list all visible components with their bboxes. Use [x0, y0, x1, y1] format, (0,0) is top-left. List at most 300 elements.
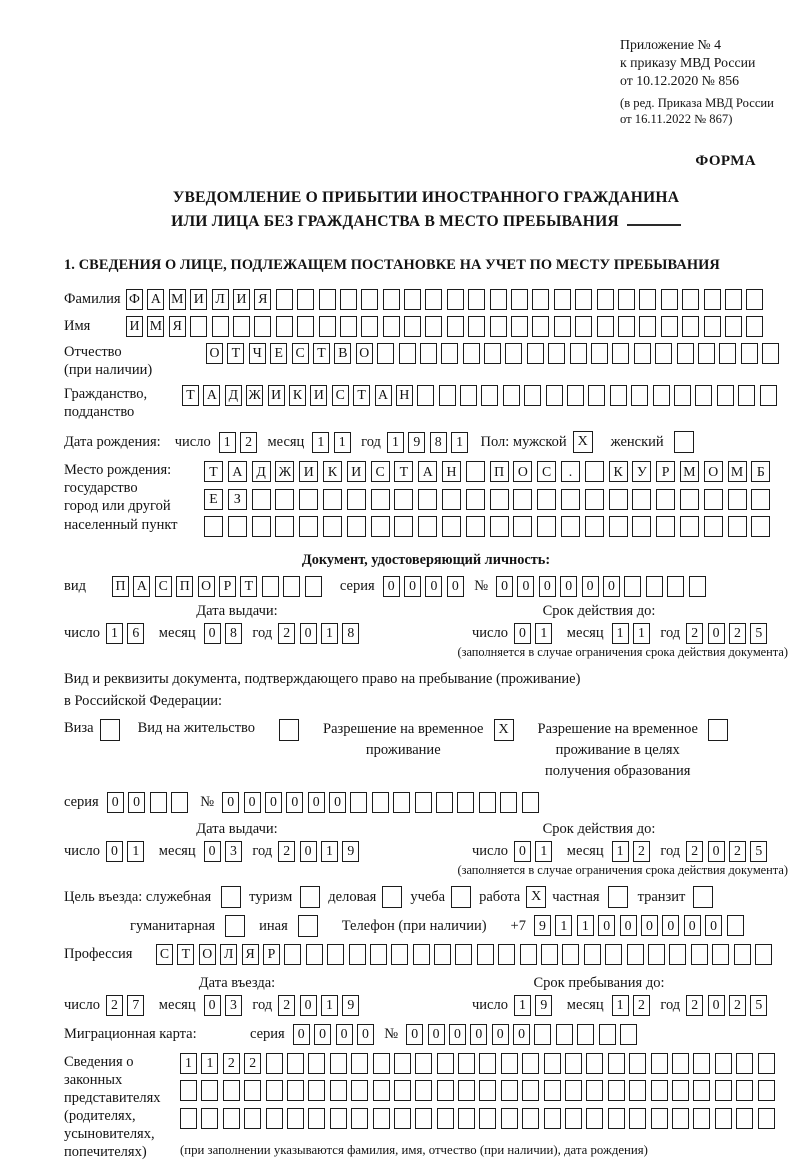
form-cell[interactable]: 0 [582, 576, 599, 597]
form-cell[interactable] [513, 489, 532, 510]
form-cell[interactable] [575, 316, 592, 337]
form-cell[interactable] [597, 316, 614, 337]
form-cell[interactable] [394, 489, 413, 510]
form-cell[interactable]: 2 [633, 841, 650, 862]
form-cell[interactable]: 0 [286, 792, 303, 813]
form-cell[interactable] [252, 516, 271, 537]
form-cell[interactable]: 0 [406, 1024, 423, 1045]
form-cell[interactable] [751, 489, 770, 510]
purpose-other-checkbox[interactable] [298, 915, 318, 937]
form-cell[interactable] [413, 944, 430, 965]
form-cell[interactable]: 1 [387, 432, 404, 453]
form-cell[interactable] [618, 289, 635, 310]
form-cell[interactable] [171, 792, 188, 813]
form-cell[interactable] [651, 1053, 668, 1074]
form-cell[interactable]: 1 [106, 623, 123, 644]
form-cell[interactable] [634, 343, 651, 364]
form-cell[interactable]: Т [204, 461, 223, 482]
form-cell[interactable]: Б [751, 461, 770, 482]
form-cell[interactable] [715, 1053, 732, 1074]
form-cell[interactable]: О [198, 576, 215, 597]
form-cell[interactable] [351, 1080, 368, 1101]
form-cell[interactable] [632, 489, 651, 510]
form-cell[interactable]: 0 [357, 1024, 374, 1045]
form-cell[interactable]: 0 [496, 576, 513, 597]
form-cell[interactable]: 5 [750, 995, 767, 1016]
form-cell[interactable] [522, 1053, 539, 1074]
form-cell[interactable] [554, 316, 571, 337]
form-cell[interactable] [532, 289, 549, 310]
form-cell[interactable] [284, 944, 301, 965]
form-cell[interactable] [537, 489, 556, 510]
form-cell[interactable]: С [371, 461, 390, 482]
form-cell[interactable]: Р [656, 461, 675, 482]
form-cell[interactable] [349, 944, 366, 965]
form-cell[interactable]: В [334, 343, 351, 364]
form-cell[interactable] [442, 489, 461, 510]
form-cell[interactable]: 2 [278, 995, 295, 1016]
form-cell[interactable]: П [176, 576, 193, 597]
purpose-tourism-checkbox[interactable] [300, 886, 320, 908]
form-cell[interactable] [351, 1053, 368, 1074]
form-cell[interactable]: Т [182, 385, 199, 406]
female-checkbox[interactable] [674, 431, 694, 453]
form-cell[interactable]: 1 [577, 915, 594, 936]
form-cell[interactable]: 0 [404, 576, 421, 597]
form-cell[interactable] [287, 1080, 304, 1101]
form-cell[interactable] [371, 516, 390, 537]
form-cell[interactable]: 0 [662, 915, 679, 936]
form-cell[interactable] [479, 792, 496, 813]
form-cell[interactable] [522, 1080, 539, 1101]
form-cell[interactable]: 0 [620, 915, 637, 936]
form-cell[interactable] [544, 1108, 561, 1129]
form-cell[interactable] [629, 1108, 646, 1129]
form-cell[interactable]: К [609, 461, 628, 482]
form-cell[interactable] [648, 944, 665, 965]
form-cell[interactable]: А [418, 461, 437, 482]
form-cell[interactable] [490, 289, 507, 310]
form-cell[interactable] [597, 289, 614, 310]
form-cell[interactable] [254, 316, 271, 337]
form-cell[interactable] [585, 461, 604, 482]
form-cell[interactable] [434, 944, 451, 965]
form-cell[interactable]: 5 [750, 841, 767, 862]
form-cell[interactable]: 0 [513, 1024, 530, 1045]
purpose-official-checkbox[interactable] [221, 886, 241, 908]
form-cell[interactable]: 1 [535, 623, 552, 644]
form-cell[interactable] [466, 489, 485, 510]
form-cell[interactable] [736, 1108, 753, 1129]
form-cell[interactable] [618, 316, 635, 337]
form-cell[interactable]: 1 [451, 432, 468, 453]
form-cell[interactable] [479, 1053, 496, 1074]
purpose-work-checkbox[interactable]: X [526, 886, 546, 908]
form-cell[interactable]: У [632, 461, 651, 482]
form-cell[interactable] [565, 1108, 582, 1129]
form-cell[interactable] [646, 576, 663, 597]
form-cell[interactable] [501, 1108, 518, 1129]
form-cell[interactable] [500, 792, 517, 813]
form-cell[interactable] [297, 316, 314, 337]
form-cell[interactable] [575, 289, 592, 310]
form-cell[interactable] [736, 1080, 753, 1101]
form-cell[interactable]: 0 [204, 841, 221, 862]
form-cell[interactable] [276, 289, 293, 310]
form-cell[interactable]: Л [220, 944, 237, 965]
form-cell[interactable]: 0 [539, 576, 556, 597]
form-cell[interactable] [738, 385, 755, 406]
form-cell[interactable]: Т [353, 385, 370, 406]
form-cell[interactable] [447, 316, 464, 337]
form-cell[interactable] [394, 1108, 411, 1129]
form-cell[interactable]: И [268, 385, 285, 406]
form-cell[interactable]: 0 [204, 623, 221, 644]
form-cell[interactable]: 0 [492, 1024, 509, 1045]
form-cell[interactable] [629, 1053, 646, 1074]
form-cell[interactable] [350, 792, 367, 813]
form-cell[interactable] [520, 944, 537, 965]
form-cell[interactable] [655, 343, 672, 364]
form-cell[interactable] [275, 489, 294, 510]
form-cell[interactable]: А [375, 385, 392, 406]
form-cell[interactable]: 1 [612, 841, 629, 862]
form-cell[interactable] [501, 1053, 518, 1074]
form-cell[interactable] [608, 1080, 625, 1101]
form-cell[interactable]: 0 [641, 915, 658, 936]
form-cell[interactable]: 0 [560, 576, 577, 597]
form-cell[interactable] [537, 516, 556, 537]
form-cell[interactable] [561, 516, 580, 537]
form-cell[interactable] [327, 944, 344, 965]
form-cell[interactable]: 1 [612, 995, 629, 1016]
form-cell[interactable] [608, 1108, 625, 1129]
form-cell[interactable]: А [228, 461, 247, 482]
form-cell[interactable] [394, 516, 413, 537]
form-cell[interactable] [404, 316, 421, 337]
form-cell[interactable] [741, 343, 758, 364]
form-cell[interactable]: 0 [684, 915, 701, 936]
form-cell[interactable]: 0 [708, 995, 725, 1016]
visa-checkbox[interactable] [100, 719, 120, 741]
form-cell[interactable]: 1 [334, 432, 351, 453]
form-cell[interactable] [393, 792, 410, 813]
form-cell[interactable] [262, 576, 279, 597]
form-cell[interactable]: 0 [425, 576, 442, 597]
form-cell[interactable] [383, 316, 400, 337]
form-cell[interactable] [501, 1080, 518, 1101]
form-cell[interactable] [228, 516, 247, 537]
form-cell[interactable] [201, 1108, 218, 1129]
form-cell[interactable]: О [513, 461, 532, 482]
form-cell[interactable]: 8 [430, 432, 447, 453]
form-cell[interactable] [447, 289, 464, 310]
form-cell[interactable]: 2 [278, 623, 295, 644]
form-cell[interactable] [299, 489, 318, 510]
form-cell[interactable] [415, 1108, 432, 1129]
form-cell[interactable] [522, 1108, 539, 1129]
form-cell[interactable] [287, 1108, 304, 1129]
form-cell[interactable]: 0 [514, 623, 531, 644]
form-cell[interactable] [442, 516, 461, 537]
form-cell[interactable]: 0 [204, 995, 221, 1016]
form-cell[interactable] [437, 1053, 454, 1074]
form-cell[interactable]: 7 [127, 995, 144, 1016]
form-cell[interactable]: 1 [612, 623, 629, 644]
temp-residence-edu-checkbox[interactable] [708, 719, 728, 741]
form-cell[interactable]: М [728, 461, 747, 482]
form-cell[interactable]: А [133, 576, 150, 597]
form-cell[interactable]: Т [227, 343, 244, 364]
form-cell[interactable]: 6 [127, 623, 144, 644]
form-cell[interactable]: О [206, 343, 223, 364]
form-cell[interactable]: О [356, 343, 373, 364]
form-cell[interactable] [674, 385, 691, 406]
form-cell[interactable] [680, 489, 699, 510]
form-cell[interactable] [372, 792, 389, 813]
form-cell[interactable] [383, 289, 400, 310]
form-cell[interactable] [276, 316, 293, 337]
form-cell[interactable] [565, 1053, 582, 1074]
form-cell[interactable] [717, 385, 734, 406]
temp-residence-checkbox[interactable]: X [494, 719, 514, 741]
form-cell[interactable] [661, 316, 678, 337]
form-cell[interactable] [527, 343, 544, 364]
purpose-business-checkbox[interactable] [382, 886, 402, 908]
form-cell[interactable]: 1 [127, 841, 144, 862]
form-cell[interactable]: И [233, 289, 250, 310]
form-cell[interactable] [548, 343, 565, 364]
form-cell[interactable] [725, 289, 742, 310]
form-cell[interactable] [677, 343, 694, 364]
form-cell[interactable] [562, 944, 579, 965]
form-cell[interactable] [252, 489, 271, 510]
form-cell[interactable] [693, 1053, 710, 1074]
male-checkbox[interactable]: X [573, 431, 593, 453]
form-cell[interactable] [629, 1080, 646, 1101]
purpose-study-checkbox[interactable] [451, 886, 471, 908]
form-cell[interactable] [479, 1080, 496, 1101]
form-cell[interactable] [498, 944, 515, 965]
form-cell[interactable] [404, 289, 421, 310]
form-cell[interactable]: 8 [342, 623, 359, 644]
form-cell[interactable]: 0 [300, 623, 317, 644]
form-cell[interactable] [511, 289, 528, 310]
form-cell[interactable] [308, 1108, 325, 1129]
form-cell[interactable] [490, 316, 507, 337]
form-cell[interactable] [490, 516, 509, 537]
form-cell[interactable]: Р [219, 576, 236, 597]
form-cell[interactable] [415, 1080, 432, 1101]
form-cell[interactable] [425, 289, 442, 310]
form-cell[interactable]: 0 [300, 995, 317, 1016]
form-cell[interactable] [319, 289, 336, 310]
form-cell[interactable]: И [310, 385, 327, 406]
form-cell[interactable] [620, 1024, 637, 1045]
form-cell[interactable]: 0 [708, 623, 725, 644]
form-cell[interactable]: Е [204, 489, 223, 510]
form-cell[interactable] [297, 289, 314, 310]
form-cell[interactable]: 1 [219, 432, 236, 453]
form-cell[interactable] [758, 1080, 775, 1101]
form-cell[interactable] [180, 1080, 197, 1101]
form-cell[interactable] [651, 1108, 668, 1129]
form-cell[interactable] [323, 516, 342, 537]
form-cell[interactable]: С [292, 343, 309, 364]
form-cell[interactable] [728, 489, 747, 510]
form-cell[interactable]: П [112, 576, 129, 597]
form-cell[interactable] [534, 1024, 551, 1045]
form-cell[interactable] [458, 1053, 475, 1074]
form-cell[interactable]: 0 [708, 841, 725, 862]
form-cell[interactable]: 1 [321, 623, 338, 644]
form-cell[interactable]: А [147, 289, 164, 310]
form-cell[interactable] [458, 1080, 475, 1101]
form-cell[interactable]: Я [169, 316, 186, 337]
form-cell[interactable]: 0 [293, 1024, 310, 1045]
form-cell[interactable] [391, 944, 408, 965]
form-cell[interactable] [695, 385, 712, 406]
form-cell[interactable] [437, 1108, 454, 1129]
form-cell[interactable] [347, 516, 366, 537]
form-cell[interactable] [457, 792, 474, 813]
form-cell[interactable] [373, 1108, 390, 1129]
form-cell[interactable] [704, 316, 721, 337]
form-cell[interactable] [639, 316, 656, 337]
form-cell[interactable] [361, 289, 378, 310]
form-cell[interactable]: Д [252, 461, 271, 482]
form-cell[interactable] [667, 576, 684, 597]
form-cell[interactable] [715, 1108, 732, 1129]
form-cell[interactable] [319, 316, 336, 337]
form-cell[interactable] [556, 1024, 573, 1045]
form-cell[interactable] [463, 343, 480, 364]
form-cell[interactable] [627, 944, 644, 965]
form-cell[interactable] [511, 316, 528, 337]
form-cell[interactable] [201, 1080, 218, 1101]
form-cell[interactable]: 0 [314, 1024, 331, 1045]
form-cell[interactable]: 2 [686, 995, 703, 1016]
form-cell[interactable]: С [537, 461, 556, 482]
form-cell[interactable] [608, 1053, 625, 1074]
form-cell[interactable] [554, 289, 571, 310]
form-cell[interactable] [727, 915, 744, 936]
form-cell[interactable] [693, 1108, 710, 1129]
form-cell[interactable] [415, 1053, 432, 1074]
form-cell[interactable] [417, 385, 434, 406]
form-cell[interactable]: 2 [106, 995, 123, 1016]
form-cell[interactable] [308, 1053, 325, 1074]
form-cell[interactable]: С [155, 576, 172, 597]
form-cell[interactable] [233, 316, 250, 337]
form-cell[interactable] [223, 1080, 240, 1101]
form-cell[interactable]: А [203, 385, 220, 406]
form-cell[interactable] [190, 316, 207, 337]
form-cell[interactable] [212, 316, 229, 337]
form-cell[interactable] [672, 1053, 689, 1074]
form-cell[interactable] [460, 385, 477, 406]
form-cell[interactable] [466, 516, 485, 537]
form-cell[interactable] [490, 489, 509, 510]
form-cell[interactable] [712, 944, 729, 965]
form-cell[interactable]: М [147, 316, 164, 337]
form-cell[interactable] [612, 343, 629, 364]
form-cell[interactable]: 0 [598, 915, 615, 936]
form-cell[interactable] [330, 1080, 347, 1101]
form-cell[interactable] [532, 316, 549, 337]
form-cell[interactable] [639, 289, 656, 310]
form-cell[interactable] [746, 316, 763, 337]
form-cell[interactable]: 0 [106, 841, 123, 862]
form-cell[interactable] [330, 1053, 347, 1074]
form-cell[interactable]: 3 [225, 841, 242, 862]
form-cell[interactable] [244, 1108, 261, 1129]
form-cell[interactable] [481, 385, 498, 406]
form-cell[interactable] [715, 1080, 732, 1101]
form-cell[interactable] [371, 489, 390, 510]
form-cell[interactable]: 1 [180, 1053, 197, 1074]
form-cell[interactable] [680, 516, 699, 537]
form-cell[interactable] [758, 1108, 775, 1129]
form-cell[interactable]: К [323, 461, 342, 482]
form-cell[interactable]: 9 [535, 995, 552, 1016]
form-cell[interactable]: И [126, 316, 143, 337]
form-cell[interactable]: 1 [633, 623, 650, 644]
form-cell[interactable] [308, 1080, 325, 1101]
form-cell[interactable] [751, 516, 770, 537]
form-cell[interactable]: Т [177, 944, 194, 965]
form-cell[interactable]: 9 [342, 841, 359, 862]
form-cell[interactable] [323, 489, 342, 510]
form-cell[interactable] [204, 516, 223, 537]
form-cell[interactable]: И [299, 461, 318, 482]
form-cell[interactable]: 0 [336, 1024, 353, 1045]
form-cell[interactable] [275, 516, 294, 537]
form-cell[interactable] [693, 1080, 710, 1101]
form-cell[interactable] [283, 576, 300, 597]
form-cell[interactable] [544, 1053, 561, 1074]
form-cell[interactable]: 0 [470, 1024, 487, 1045]
form-cell[interactable] [436, 792, 453, 813]
form-cell[interactable] [704, 489, 723, 510]
form-cell[interactable]: Я [254, 289, 271, 310]
form-cell[interactable]: П [490, 461, 509, 482]
form-cell[interactable] [458, 1108, 475, 1129]
form-cell[interactable]: М [169, 289, 186, 310]
form-cell[interactable] [586, 1108, 603, 1129]
form-cell[interactable] [728, 516, 747, 537]
form-cell[interactable]: 0 [428, 1024, 445, 1045]
form-cell[interactable] [682, 289, 699, 310]
form-cell[interactable] [591, 343, 608, 364]
form-cell[interactable] [656, 516, 675, 537]
form-cell[interactable]: 0 [449, 1024, 466, 1045]
form-cell[interactable]: 0 [705, 915, 722, 936]
form-cell[interactable]: Н [396, 385, 413, 406]
form-cell[interactable] [736, 1053, 753, 1074]
form-cell[interactable] [561, 489, 580, 510]
form-cell[interactable] [479, 1108, 496, 1129]
form-cell[interactable] [760, 385, 777, 406]
form-cell[interactable] [244, 1080, 261, 1101]
form-cell[interactable] [599, 1024, 616, 1045]
form-cell[interactable]: М [680, 461, 699, 482]
form-cell[interactable] [455, 944, 472, 965]
form-cell[interactable]: 1 [321, 995, 338, 1016]
form-cell[interactable]: Н [442, 461, 461, 482]
form-cell[interactable] [734, 944, 751, 965]
form-cell[interactable]: 0 [447, 576, 464, 597]
